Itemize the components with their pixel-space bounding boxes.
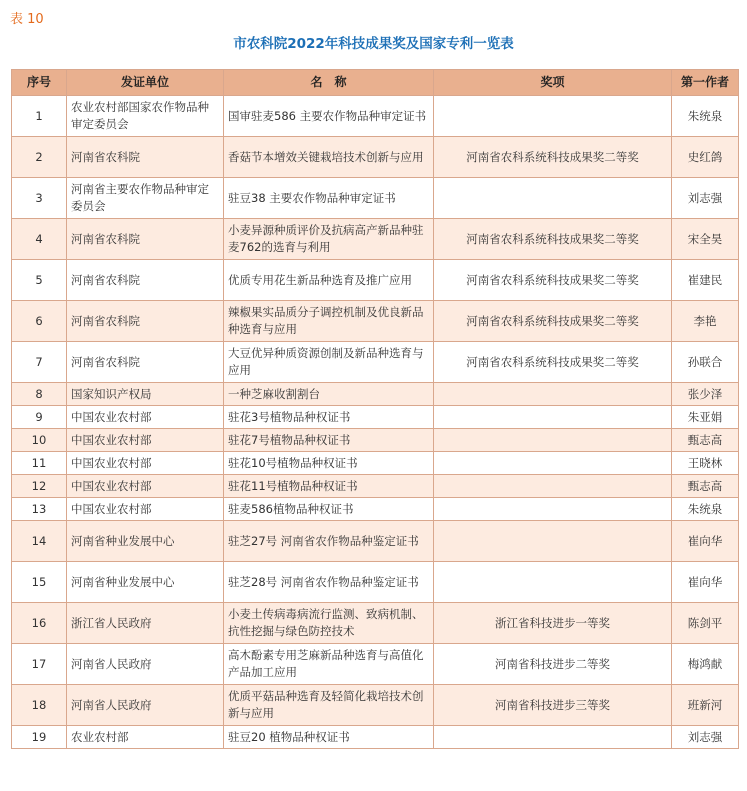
table-row <box>12 301 739 342</box>
cell-first-author: 朱统泉 <box>672 498 739 521</box>
cell-first-author: 陈剑平 <box>672 603 739 644</box>
cell-name: 驻花7号植物品种权证书 <box>224 429 434 452</box>
cell-award: 河南省农科系统科技成果奖二等奖 <box>434 219 672 260</box>
table-row <box>12 137 739 178</box>
cell-name: 小麦土传病毒病流行监测、致病机制、抗性挖掘与绿色防控技术 <box>224 603 434 644</box>
table-body <box>12 96 739 749</box>
column-header-unit: 发证单位 <box>67 70 224 96</box>
cell-name: 优质专用花生新品种选育及推广应用 <box>224 260 434 301</box>
awards-table <box>11 69 739 749</box>
cell-no: 6 <box>12 301 67 342</box>
cell-issuing-unit: 中国农业农村部 <box>67 452 224 475</box>
cell-no: 8 <box>12 383 67 406</box>
cell-name: 一种芝麻收割割台 <box>224 383 434 406</box>
cell-issuing-unit: 中国农业农村部 <box>67 498 224 521</box>
cell-no: 9 <box>12 406 67 429</box>
cell-no: 7 <box>12 342 67 383</box>
cell-issuing-unit: 河南省农科院 <box>67 342 224 383</box>
cell-award <box>434 521 672 562</box>
cell-award <box>434 726 672 749</box>
table-row <box>12 562 739 603</box>
cell-no: 11 <box>12 452 67 475</box>
cell-no: 15 <box>12 562 67 603</box>
cell-issuing-unit: 中国农业农村部 <box>67 475 224 498</box>
cell-no: 18 <box>12 685 67 726</box>
cell-name: 香菇节本增效关键栽培技术创新与应用 <box>224 137 434 178</box>
cell-no: 5 <box>12 260 67 301</box>
cell-first-author: 李艳 <box>672 301 739 342</box>
table-row <box>12 383 739 406</box>
table-row <box>12 342 739 383</box>
cell-issuing-unit: 河南省农科院 <box>67 137 224 178</box>
cell-first-author: 宋全昊 <box>672 219 739 260</box>
cell-issuing-unit: 农业农村部 <box>67 726 224 749</box>
cell-issuing-unit: 河南省主要农作物品种审定委员会 <box>67 178 224 219</box>
table-header-row <box>12 70 739 96</box>
cell-first-author: 张少泽 <box>672 383 739 406</box>
cell-no: 17 <box>12 644 67 685</box>
cell-issuing-unit: 河南省农科院 <box>67 219 224 260</box>
cell-award <box>434 383 672 406</box>
table-row <box>12 521 739 562</box>
cell-no: 14 <box>12 521 67 562</box>
table-row <box>12 406 739 429</box>
cell-award: 河南省科技进步三等奖 <box>434 685 672 726</box>
cell-issuing-unit: 河南省人民政府 <box>67 685 224 726</box>
cell-name: 辣椒果实品质分子调控机制及优良新品种选育与应用 <box>224 301 434 342</box>
table-row <box>12 219 739 260</box>
cell-no: 19 <box>12 726 67 749</box>
cell-first-author: 朱亚娟 <box>672 406 739 429</box>
cell-award: 河南省农科系统科技成果奖二等奖 <box>434 260 672 301</box>
cell-issuing-unit: 中国农业农村部 <box>67 429 224 452</box>
cell-issuing-unit: 河南省农科院 <box>67 301 224 342</box>
cell-name: 驻芝27号 河南省农作物品种鉴定证书 <box>224 521 434 562</box>
table-row <box>12 498 739 521</box>
cell-issuing-unit: 河南省农科院 <box>67 260 224 301</box>
cell-no: 12 <box>12 475 67 498</box>
table-row <box>12 429 739 452</box>
cell-no: 13 <box>12 498 67 521</box>
cell-name: 优质平菇品种选育及轻简化栽培技术创新与应用 <box>224 685 434 726</box>
cell-first-author: 班新河 <box>672 685 739 726</box>
cell-no: 1 <box>12 96 67 137</box>
cell-issuing-unit: 中国农业农村部 <box>67 406 224 429</box>
cell-name: 驻花10号植物品种权证书 <box>224 452 434 475</box>
table-row <box>12 726 739 749</box>
cell-name: 国审驻麦586 主要农作物品种审定证书 <box>224 96 434 137</box>
cell-issuing-unit: 浙江省人民政府 <box>67 603 224 644</box>
cell-no: 3 <box>12 178 67 219</box>
cell-name: 驻花11号植物品种权证书 <box>224 475 434 498</box>
cell-first-author: 梅鸿献 <box>672 644 739 685</box>
cell-first-author: 刘志强 <box>672 726 739 749</box>
cell-award <box>434 406 672 429</box>
cell-first-author: 崔向华 <box>672 562 739 603</box>
column-header-award: 奖项 <box>434 70 672 96</box>
table-row <box>12 685 739 726</box>
cell-award <box>434 562 672 603</box>
cell-no: 16 <box>12 603 67 644</box>
table-row <box>12 178 739 219</box>
table-label: 表 10 <box>10 12 44 27</box>
cell-name: 高木酚素专用芝麻新品种选育与高值化产品加工应用 <box>224 644 434 685</box>
column-header-author: 第一作者 <box>672 70 739 96</box>
table-row <box>12 260 739 301</box>
cell-no: 2 <box>12 137 67 178</box>
cell-issuing-unit: 河南省人民政府 <box>67 644 224 685</box>
cell-name: 驻豆20 植物品种权证书 <box>224 726 434 749</box>
cell-first-author: 朱统泉 <box>672 96 739 137</box>
cell-first-author: 孙联合 <box>672 342 739 383</box>
table-row <box>12 603 739 644</box>
cell-name: 驻麦586植物品种权证书 <box>224 498 434 521</box>
cell-first-author: 崔向华 <box>672 521 739 562</box>
cell-no: 4 <box>12 219 67 260</box>
column-header-no: 序号 <box>12 70 67 96</box>
cell-first-author: 王晓林 <box>672 452 739 475</box>
column-header-name: 名 称 <box>224 70 434 96</box>
cell-name: 驻花3号植物品种权证书 <box>224 406 434 429</box>
cell-issuing-unit: 河南省种业发展中心 <box>67 521 224 562</box>
cell-name: 驻豆38 主要农作物品种审定证书 <box>224 178 434 219</box>
table-title: 市农科院2022年科技成果奖及国家专利一览表 <box>233 36 514 52</box>
cell-name: 驻芝28号 河南省农作物品种鉴定证书 <box>224 562 434 603</box>
table-row <box>12 96 739 137</box>
cell-award: 浙江省科技进步一等奖 <box>434 603 672 644</box>
cell-award: 河南省农科系统科技成果奖二等奖 <box>434 301 672 342</box>
cell-first-author: 甄志高 <box>672 429 739 452</box>
cell-award <box>434 429 672 452</box>
cell-award <box>434 498 672 521</box>
cell-award: 河南省科技进步二等奖 <box>434 644 672 685</box>
cell-first-author: 史红鸽 <box>672 137 739 178</box>
cell-no: 10 <box>12 429 67 452</box>
cell-issuing-unit: 国家知识产权局 <box>67 383 224 406</box>
cell-award <box>434 178 672 219</box>
cell-issuing-unit: 河南省种业发展中心 <box>67 562 224 603</box>
cell-award: 河南省农科系统科技成果奖二等奖 <box>434 342 672 383</box>
table-row <box>12 644 739 685</box>
cell-first-author: 甄志高 <box>672 475 739 498</box>
cell-award <box>434 452 672 475</box>
cell-first-author: 崔建民 <box>672 260 739 301</box>
cell-award <box>434 475 672 498</box>
table-row <box>12 475 739 498</box>
table-row <box>12 452 739 475</box>
cell-first-author: 刘志强 <box>672 178 739 219</box>
cell-issuing-unit: 农业农村部国家农作物品种审定委员会 <box>67 96 224 137</box>
cell-award: 河南省农科系统科技成果奖二等奖 <box>434 137 672 178</box>
cell-name: 小麦异源种质评价及抗病高产新品种驻麦762的选育与利用 <box>224 219 434 260</box>
cell-award <box>434 96 672 137</box>
cell-name: 大豆优异种质资源创制及新品种选育与应用 <box>224 342 434 383</box>
